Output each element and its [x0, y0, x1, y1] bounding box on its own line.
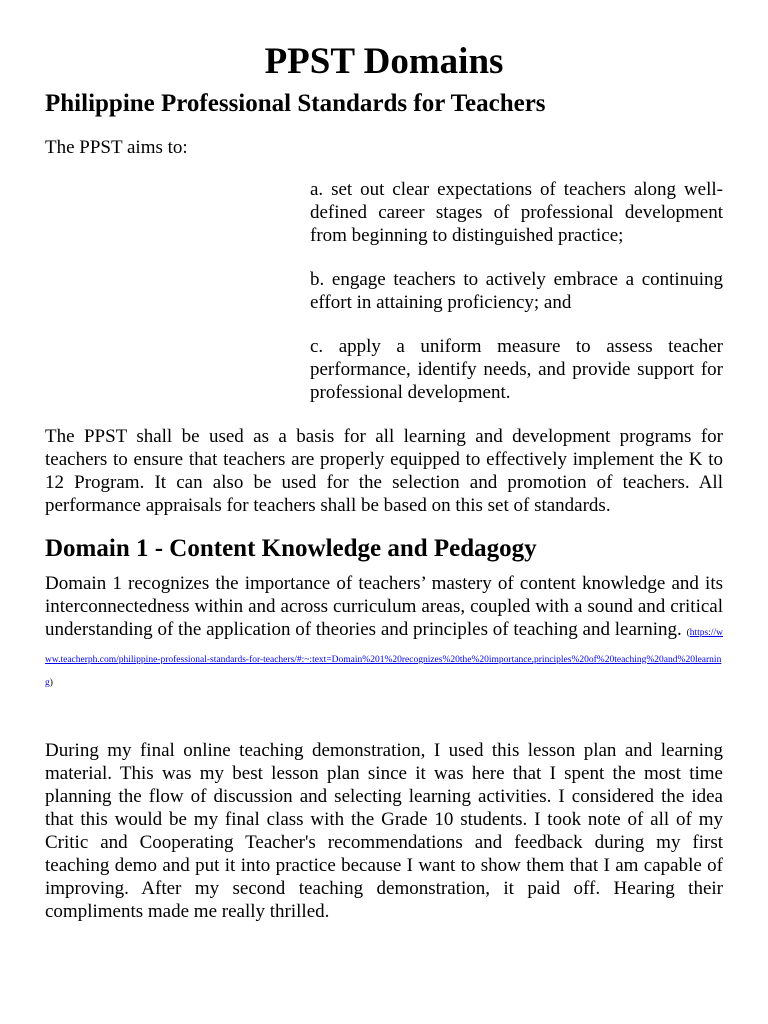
domain1-heading: Domain 1 - Content Knowledge and Pedagogy	[45, 535, 537, 562]
domain1-description-text: Domain 1 recognizes the importance of teachers’ mastery of content knowledge and its interconnectedness within and across curriculum areas, coupled with a sound and critical understanding of the application of theories and principles of teaching and learning.	[45, 573, 723, 640]
aims-list	[310, 178, 723, 404]
reflection-paragraph: During my final online teaching demonstration, I used this lesson plan and learning material. This was my best lesson plan since it was here that I spent the most time planning the flow of discussion and selecting learning activities. I considered the idea that this would be my final class with the Grade 10 students. I took note of all of my Critic and Cooperating Teacher's recommendations and feedback during my first teaching demo and put it into practice because I want to show them that I am capable of improving. After my second teaching demonstration, it paid off. Hearing their compliments made me really thrilled.	[45, 740, 723, 922]
source-link[interactable]: https://www.teacherph.com/philippine-professional-standards-for-teachers/#:~:text=Domain%201%20recognizes%20the%20importance,principles%20of%20teaching%20and%20learning	[45, 628, 724, 688]
source-open-paren: (	[686, 628, 690, 638]
aim-item-c: c. apply a uniform measure to assess teacher performance, identify needs, and provide support for professional development.	[310, 336, 723, 403]
page-title: PPST Domains	[264, 41, 504, 82]
page-subtitle: Philippine Professional Standards for Teachers	[45, 90, 546, 117]
source-close-paren: )	[49, 678, 53, 688]
domain1-description	[45, 572, 723, 695]
aim-item-a: a. set out clear expectations of teachers along well-defined career stages of professional development from beginning to distinguished practice;	[310, 179, 723, 246]
ppst-usage-paragraph: The PPST shall be used as a basis for all learning and development programs for teachers to ensure that teachers are properly equipped to effectively implement the K to 12 Program. It can also be used for the selection and promotion of teachers. All performance appraisals for teachers shall be based on this set of standards.	[45, 426, 723, 516]
intro-text: The PPST aims to:	[45, 137, 188, 158]
aim-item-b: b. engage teachers to actively embrace a continuing effort in attaining proficiency; and	[310, 269, 723, 313]
